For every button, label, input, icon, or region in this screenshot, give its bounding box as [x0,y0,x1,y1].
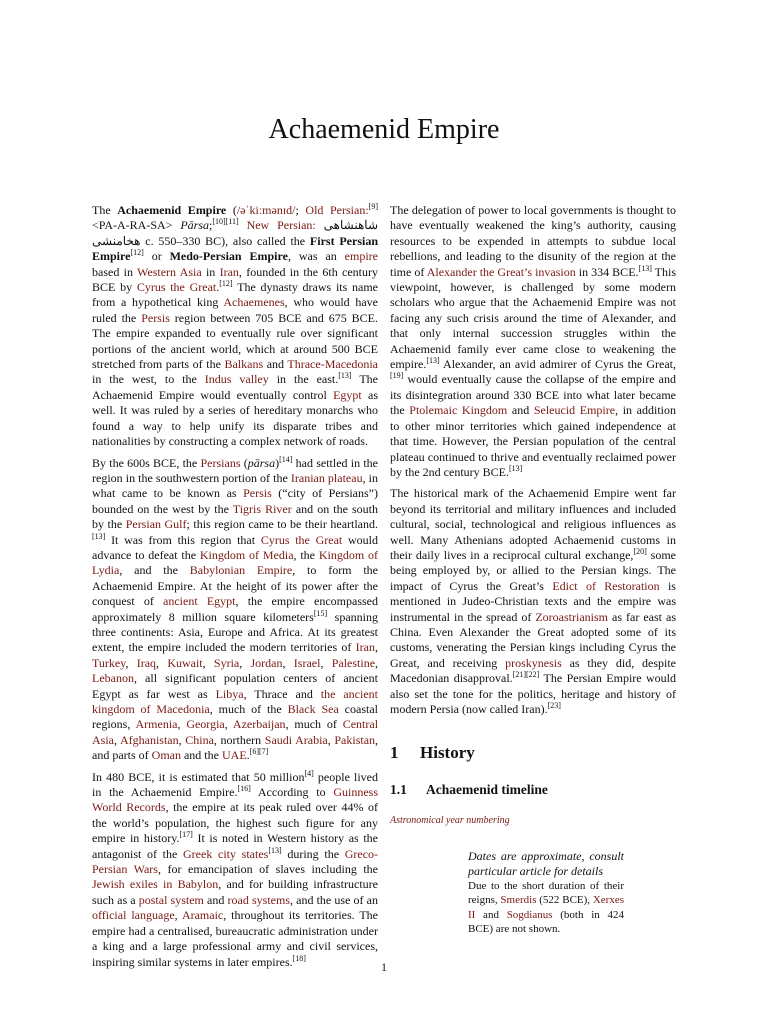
citation-ref[interactable]: [4] [304,768,314,778]
inline-link[interactable]: Iran [219,264,239,279]
text-run: , [320,655,332,670]
citation-ref[interactable]: [18] [292,953,306,963]
text-run: (“city of Persians”) bounded on the west by the [92,486,378,516]
inline-link[interactable]: Lebanon [92,671,134,686]
inline-link[interactable]: Babylonian Empire [189,563,293,578]
citation-ref[interactable]: [19] [390,371,404,381]
inline-link[interactable]: /əˈkiːmənɪd/ [236,203,296,217]
citation-ref[interactable]: [16] [237,784,251,794]
text-run: <PA-A-RA-SA> [92,218,181,233]
inline-link[interactable]: Pakistan [334,732,376,747]
text-run: The dynasty draws its name from a hypothetical king [92,280,379,310]
inline-link[interactable]: Persis [141,310,170,325]
section-heading [390,743,676,763]
text-run: , much of [285,717,343,732]
text-run: , in what came to be known as [92,470,379,501]
text-run: , [282,655,294,670]
text-run: , [375,640,378,655]
citation-ref[interactable]: [6][7] [249,747,269,757]
text-run: , was an [287,249,345,264]
subsection-title: Achaemenid timeline [426,782,548,798]
text-run: coastal regions, [92,702,378,732]
text-run [239,218,247,232]
inline-link[interactable]: Cyrus the Great [136,280,217,295]
inline-link[interactable]: Sogdianus [506,908,553,921]
paragraph [390,203,676,480]
citation-ref[interactable]: [13] [638,263,652,273]
text-run: , Thrace and [243,686,321,701]
inline-link[interactable]: Iranian plateau [290,470,363,485]
text-run: ; [295,203,306,217]
inline-link[interactable]: postal system [138,892,204,907]
inline-link[interactable]: road systems [227,892,290,907]
text-run: , [239,655,251,670]
text-run: شاهنشاهی هخامنشی c. 550–330 BC), also called the [92,218,378,248]
text-run: ( [226,203,237,217]
inline-link[interactable]: Jewish exiles in Babylon [92,877,219,892]
paragraph [92,770,378,970]
left-column [92,203,378,976]
inline-link[interactable]: Egypt [333,387,362,402]
text-run: This viewpoint, however, is challenged by some modern scholars who argue that the Achaemenid Empire was not facing any such crisis around the time of Alexander, and that only internal succession struggles within the Achaemenid family ever came close to weakening the empire. [390,264,677,372]
inline-link[interactable]: Old Persian: [305,203,369,217]
inline-link[interactable]: Iran [355,640,375,655]
text-run: or [143,249,170,264]
inline-link[interactable]: proskynesis [505,655,562,670]
inline-link[interactable]: Palestine [331,655,376,670]
paragraph [390,486,676,717]
inline-link[interactable]: Greek city states [183,846,269,861]
citation-ref[interactable]: [15] [313,608,328,618]
inline-link[interactable]: Smerdis [500,894,537,907]
text-run: , [375,655,379,670]
inline-link[interactable]: Kingdom of Lydia [92,547,378,578]
text-run: Due to the short duration of their reigns, [468,879,624,907]
text-run: in [201,264,220,279]
inline-link[interactable]: Turkey [92,655,126,670]
inline-link[interactable]: Kuwait [167,655,203,670]
text-run: , [224,717,233,732]
text-run: would advance to defeat the [92,532,379,562]
text-run: The Achaemenid Empire would eventually control [92,372,378,402]
text-run: The Persian Empire would also set the tone for the politics, heritage and history of modern Persia (now called Iran). [390,671,676,716]
text-run: (both in 424 BCE) are not shown. [468,908,625,936]
text-run: . [246,748,250,763]
bold-term: Medo-Persian Empire [169,249,288,264]
text-run: is mentioned in Judeo-Christian texts and the empire was instrumental in the spread of [390,578,676,624]
inline-link[interactable]: Armenia [135,717,178,732]
citation-ref[interactable]: [13] [92,531,106,541]
text-run: in 334 BCE. [575,264,639,279]
inline-link[interactable]: Achaemenes [223,295,285,310]
timeline-note-body [468,879,624,937]
text-run: ) [275,455,280,470]
text-run: and the [180,748,222,763]
text-run: in the west, to the [92,372,205,387]
section-title: History [420,743,475,763]
text-run: , throughout its territories. The empire had a centralised, bureaucratic administration under a king and a large professional army and civil services, inspiring similar systems in later empires. [92,908,379,969]
inline-link[interactable]: Cyrus the Great [260,532,343,547]
text-run: By the 600s BCE, the [92,455,201,470]
text-run: . [216,280,220,295]
inline-link[interactable]: Iraq [136,655,157,670]
inline-link[interactable]: Zoroastrianism [535,609,608,624]
text-run: ; [208,218,213,233]
inline-link[interactable]: Edict of Restoration [552,578,660,593]
inline-link[interactable]: UAE [221,748,247,763]
text-run: , founded in the 6th century BCE by [92,264,378,295]
text-run: , who would have ruled the [92,295,378,325]
text-run: Alexander, an avid admirer of Cyrus the Great, [439,357,676,372]
text-run: , [156,655,168,670]
text-run: ; this region came to be their heartland. [186,517,379,532]
citation-ref[interactable]: [23] [547,701,561,710]
inline-link[interactable]: New Persian: [246,218,316,233]
inline-link[interactable]: Aramaic [181,908,224,923]
text-run: (522 BCE), [536,894,593,907]
text-run: In 480 BCE, it is estimated that 50 million [92,769,305,784]
text-run: , and the [119,563,190,578]
citation-ref[interactable]: [10][11] [212,217,239,227]
text-run: would eventually cause the collapse of the empire and its disintegration around 330 BCE into what later became the [390,372,676,418]
text-run: , [178,732,186,747]
inline-link[interactable]: Balkans [224,357,264,372]
text-run: some being employed by, or allied to the Persian kings. The impact of Cyrus the Great’s [390,547,676,593]
text-run: had settled in the region in the southwestern portion of the [92,455,378,485]
citation-ref[interactable]: [17] [179,830,193,840]
inline-link[interactable]: Saudi Arabia [264,732,328,747]
citation-ref[interactable]: [20] [633,546,647,556]
text-run: ( [240,455,248,470]
text-run: , [174,908,182,923]
right-column [390,203,676,936]
inline-link[interactable]: Xerxes II [468,894,624,921]
text-run: people lived in the Achaemenid Empire. [92,769,378,800]
citation-ref[interactable]: [13] [508,463,523,473]
text-run: , for emancipation of slaves including the [157,862,378,877]
citation-ref[interactable]: [13] [338,371,352,381]
inline-link[interactable]: Greco-Persian Wars [92,846,379,877]
text-run: , much of the [209,702,288,716]
subsection-number: 1.1 [390,782,407,798]
timeline-note [468,849,624,937]
timeline-note-heading: Dates are approximate, consult particular article for details [468,848,624,878]
text-run: spanning three continents: Asia, Europe and Africa. At its greatest extent, the empire included the modern territories of [92,609,378,655]
inline-link[interactable]: Oman [151,748,181,763]
inline-link[interactable]: Alexander the Great’s invasion [426,264,576,279]
inline-link[interactable]: China [185,732,214,747]
text-run: , and for building infrastructure such as a [92,877,378,907]
inline-link[interactable]: Persians [200,455,241,470]
text-run: region between 705 BCE and 675 BCE. The empire expanded to eventually rule over significant portions of the ancient world, which at around 500 BCE stretched from parts of the [92,310,378,372]
text-run: The historical mark of the Achaemenid Empire went far beyond its territorial and military influences and included cultural, social, technological and religious influences as well. Many Athenians adopted Achaemenid customs in their daily lives in a reciprocal cultural exchange, [390,486,676,562]
inline-link[interactable]: Western Asia [137,264,202,279]
text-run: , [202,655,214,670]
text-run: The delegation of power to local governments is thought to have eventually weakened the king’s authority, causing resources to be expended in attempts to subdue local rebellions, and leading to the disunity of the region at the time of [390,203,676,279]
text-run: , [114,732,120,747]
paragraph [92,456,378,764]
citation-ref[interactable]: [21][22] [512,670,540,680]
inline-link[interactable]: Thrace-Macedonia [287,357,378,372]
inline-link[interactable]: Libya [215,686,244,701]
inline-link[interactable]: Persian Gulf [125,517,187,532]
text-run: , and parts of [92,732,379,763]
inline-link[interactable]: the ancient kingdom of Macedonia [92,686,378,716]
text-run: and [263,357,288,372]
inline-link[interactable]: Indus valley [204,372,269,387]
text-run: , in addition to other minor territories which gained independence at that time. However, the Persian population of the central plateau continued to thrive and eventually reclaimed power by the 2nd century BCE. [390,403,677,479]
section-number: 1 [390,743,399,763]
text-run: , [327,732,335,747]
inline-link[interactable]: Seleucid Empire [533,403,616,418]
page-number: 1 [381,960,387,974]
text-run: , all significant population centers of ancient Egypt as far west as [92,671,378,701]
text-run: , northern [213,732,265,747]
inline-link[interactable]: Ptolemaic Kingdom [409,403,508,418]
citation-ref[interactable]: [14] [279,454,293,464]
citation-ref[interactable]: [13] [426,356,440,366]
text-run: , and the use of an [289,892,378,907]
citation-ref[interactable]: [12] [219,279,233,289]
inline-link[interactable]: official language [92,908,175,923]
text-run: , [177,717,187,732]
text-run: and on the south by the [92,501,378,532]
inline-link[interactable]: Persis [243,486,272,501]
text-run: It was from this region that [105,532,261,547]
text-run: , the empire encompassed approximately 8 million square kilometers [92,594,379,624]
text-run: , to form the Achaemenid Empire. At the height of its power after the conquest of [92,563,378,609]
subsection-heading [390,781,676,799]
inline-link[interactable]: Afghanistan [119,732,179,747]
inline-link[interactable]: Black Sea [287,702,339,716]
astronomical-year-link[interactable]: Astronomical year numbering [390,815,510,827]
inline-link[interactable]: empire [344,249,378,264]
text-run: , [125,655,137,670]
citation-ref[interactable]: [13] [268,845,282,855]
text-run: as far east as China. Even Alexander the Great adopted some of its customs, venerating the Persian kings including Cyrus the Great, and receiving [390,609,677,670]
text-run: , the empire at its peak ruled over 44% of the world’s population, the highest such figure for any empire in history. [92,800,378,846]
text-run: It is noted in Western history as the antagonist of the [92,831,378,861]
inline-link[interactable]: Azerbaijan [232,717,286,732]
inline-link[interactable]: ancient Egypt [163,594,236,609]
paragraph [92,203,378,450]
italic-term: pārsa [247,455,276,470]
bold-term: Achaemenid Empire [117,203,227,217]
text-run: According to [250,785,334,800]
inline-link[interactable]: Jordan [250,655,283,670]
text-run: as they did, despite Macedonian disapproval. [390,655,676,686]
inline-link[interactable]: Syria [213,655,240,670]
inline-link[interactable]: Israel [293,655,321,670]
inline-link[interactable]: Georgia [186,717,225,732]
text-run: , the [293,547,319,562]
inline-link[interactable]: Central Asia [92,717,379,747]
citation-ref[interactable]: [9] [368,202,378,211]
text-run: during the [281,846,345,861]
citation-ref[interactable]: [12] [130,248,144,258]
text-run: based in [92,264,138,279]
text-run: and [507,403,534,418]
page-title: Achaemenid Empire [268,114,500,145]
text-run: as well. It was ruled by a series of hereditary monarchs who found a way to help unify its disparate tribes and nationalities by constructing a complex network of roads. [92,387,378,449]
italic-term: Pārsa [180,218,209,233]
inline-link[interactable]: Tigris River [232,501,292,516]
bold-term: First Persian Empire [92,233,378,264]
text-run: and [475,908,507,921]
inline-link[interactable]: Guinness World Records [92,785,378,815]
text-run: and [203,892,228,907]
text-run: The [92,203,118,217]
text-run: in the east. [268,372,339,387]
inline-link[interactable]: Kingdom of Media [199,547,294,562]
